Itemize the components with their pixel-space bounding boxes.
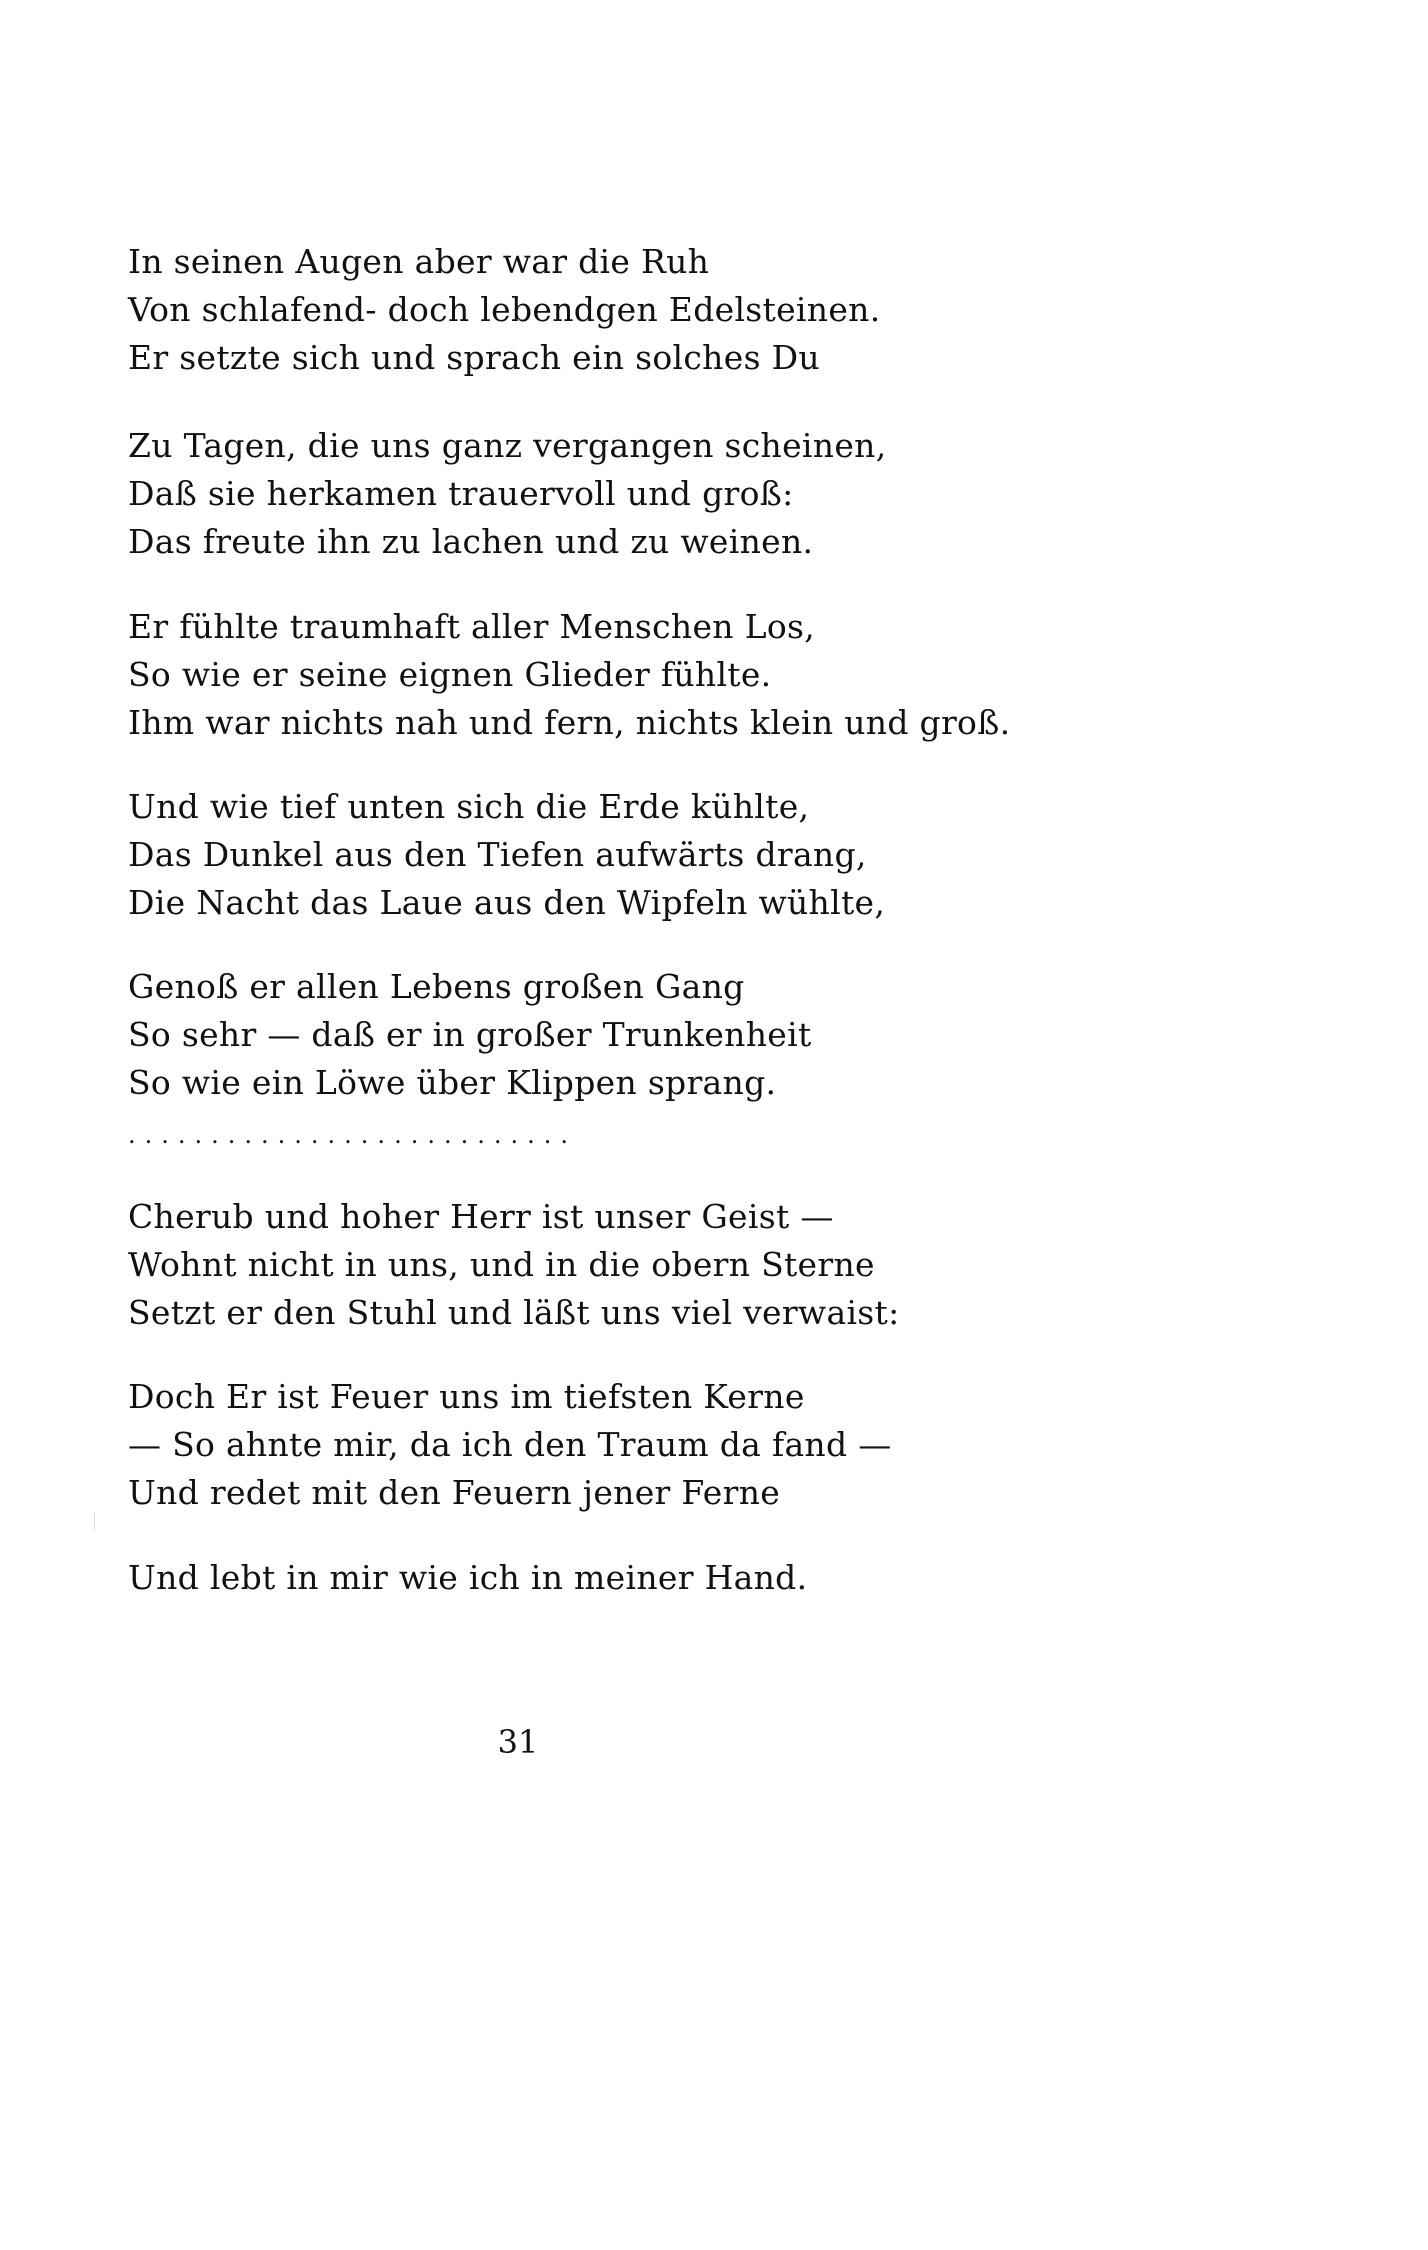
stanza-8 bbox=[128, 1554, 807, 1602]
scan-edge-mark bbox=[94, 1512, 95, 1530]
poem-line: Wohnt nicht in uns, und in die obern Sterne bbox=[128, 1245, 875, 1284]
poem-line: Cherub und hoher Herr ist unser Geist — bbox=[128, 1197, 834, 1236]
poem-line: Ihm war nichts nah und fern, nichts klein und groß. bbox=[128, 703, 1011, 742]
poem-line: Und wie tief unten sich die Erde kühlte, bbox=[128, 787, 810, 826]
stanza-6 bbox=[128, 1193, 900, 1337]
stanza-4 bbox=[128, 783, 885, 927]
stanza-3 bbox=[128, 603, 1010, 747]
poem-line: Genoß er allen Lebens großen Gang bbox=[128, 967, 745, 1006]
poem-line: Und redet mit den Feuern jener Ferne bbox=[128, 1473, 781, 1512]
page-number: 31 bbox=[497, 1723, 539, 1761]
poem-line: Die Nacht das Laue aus den Wipfeln wühlte, bbox=[128, 883, 886, 922]
poem-line: Zu Tagen, die uns ganz vergangen scheinen, bbox=[128, 426, 887, 465]
poem-line: Von schlafend- doch lebendgen Edelsteinen. bbox=[128, 290, 881, 329]
dotted-separator: ........................... bbox=[128, 1121, 577, 1149]
poem-line: Das Dunkel aus den Tiefen aufwärts drang, bbox=[128, 835, 867, 874]
poem-line: — So ahnte mir, da ich den Traum da fand — bbox=[128, 1425, 892, 1464]
poem-line: Setzt er den Stuhl und läßt uns viel verwaist: bbox=[128, 1293, 900, 1332]
poem-line: In seinen Augen aber war die Ruh bbox=[128, 242, 710, 281]
stanza-1 bbox=[128, 238, 881, 382]
poem-line: Er setzte sich und sprach ein solches Du bbox=[128, 338, 820, 377]
poem-line: Daß sie herkamen trauervoll und groß: bbox=[128, 474, 794, 513]
stanza-7 bbox=[128, 1373, 892, 1517]
stanza-5 bbox=[128, 963, 812, 1107]
poem-line: Das freute ihn zu lachen und zu weinen. bbox=[128, 522, 814, 561]
poem-line: Er fühlte traumhaft aller Menschen Los, bbox=[128, 607, 816, 646]
poem-line: So wie er seine eignen Glieder fühlte. bbox=[128, 655, 772, 694]
stanza-2 bbox=[128, 422, 887, 566]
poem-line: So sehr — daß er in großer Trunkenheit bbox=[128, 1015, 812, 1054]
poem-line: Und lebt in mir wie ich in meiner Hand. bbox=[128, 1558, 808, 1597]
poem-line: Doch Er ist Feuer uns im tiefsten Kerne bbox=[128, 1377, 805, 1416]
poem-line: So wie ein Löwe über Klippen sprang. bbox=[128, 1063, 777, 1102]
